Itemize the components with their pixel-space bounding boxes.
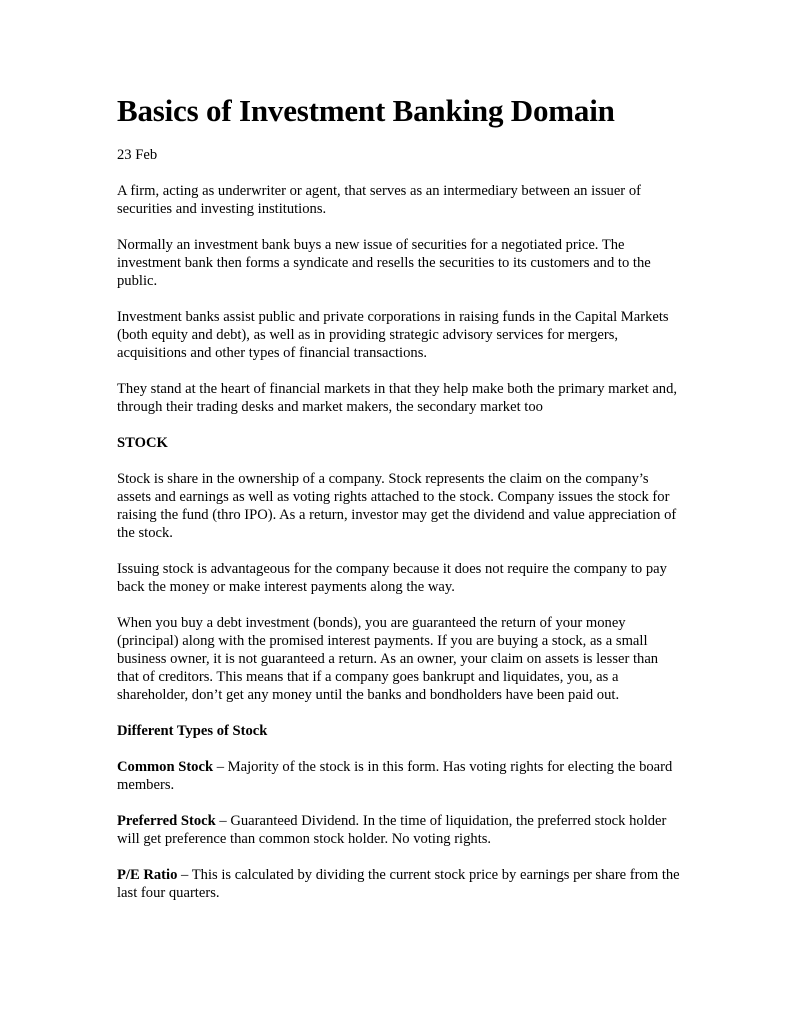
stock-paragraph-3: When you buy a debt investment (bonds), you are guaranteed the return of your money (principal) along with the promised interest payments. If you are buying a stock, as a small business owner, it is not guaranteed a return. As an owner, your claim on assets is lesser than that of creditors. This means that if a company goes bankrupt and liquidates, you, as a shareholder, don’t get any money until the banks and bondholders have been paid out.: [117, 615, 659, 703]
intro-paragraph-1: A firm, acting as underwriter or agent, that serves as an intermediary between an issuer of securities and investing institutions.: [117, 183, 641, 217]
stock-heading: STOCK: [117, 435, 168, 451]
stock-type-item: [117, 758, 682, 794]
stock-type-description: – This is calculated by dividing the current stock price by earnings per share from the last four quarters.: [117, 867, 680, 901]
intro-paragraph-4: They stand at the heart of financial markets in that they help make both the primary market and, through their trading desks and market makers, the secondary market too: [117, 381, 678, 415]
stock-types-heading: Different Types of Stock: [117, 723, 268, 739]
stock-type-term: Common Stock: [117, 759, 214, 775]
post-date: 23 Feb: [117, 147, 158, 163]
intro-paragraph-3: Investment banks assist public and private corporations in raising funds in the Capital Markets (both equity and debt), as well as in providing strategic advisory services for mergers, acquisitions and other types of financial transactions.: [117, 309, 669, 361]
stock-paragraph-1: Stock is share in the ownership of a company. Stock represents the claim on the company’s assets and earnings as well as voting rights attached to the stock. Company issues the stock for raising the fund (thro IPO). As a return, investor may get the dividend and value appreciation of the stock.: [117, 471, 677, 541]
intro-paragraph-2: Normally an investment bank buys a new issue of securities for a negotiated price. The investment bank then forms a syndicate and resells the securities to its customers and to the public.: [117, 237, 651, 289]
stock-paragraph-2: Issuing stock is advantageous for the company because it does not require the company to pay back the money or make interest payments along the way.: [117, 561, 667, 595]
stock-type-term: Preferred Stock: [117, 813, 216, 829]
document-page: [117, 92, 682, 920]
stock-type-item: [117, 812, 682, 848]
stock-type-term: P/E Ratio: [117, 867, 178, 883]
stock-type-description: – Guaranteed Dividend. In the time of liquidation, the preferred stock holder will get preference than common stock holder. No voting rights.: [117, 813, 667, 847]
page-title: Basics of Investment Banking Domain: [117, 93, 615, 128]
stock-type-item: [117, 866, 682, 902]
stock-type-description: – Majority of the stock is in this form. Has voting rights for electing the board members.: [117, 759, 673, 793]
